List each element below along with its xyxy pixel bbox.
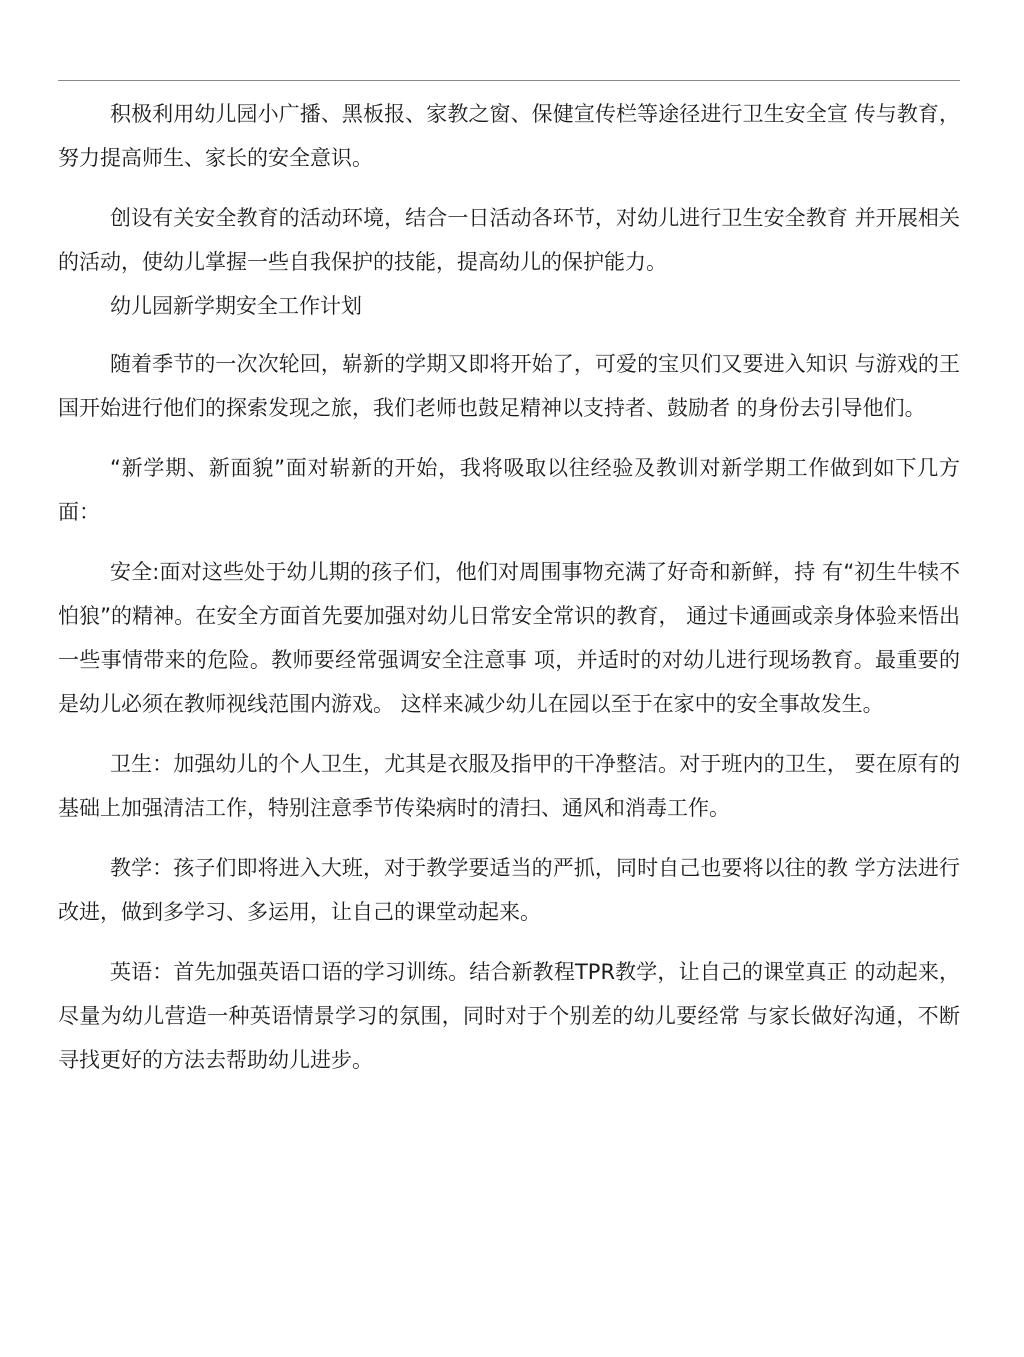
- paragraph-publicity: 积极利用幼儿园小广播、黑板报、家教之窗、保健宣传栏等途径进行卫生安全宣 传与教育，努力提高师生、家长的安全意识。: [58, 102, 960, 170]
- paragraph-safety: 安全:面对这些处于幼儿期的孩子们，他们对周围事物充满了好奇和新鲜，持 有“初生牛犊不怕狼”的精神。在安全方面首先要加强对幼儿日常安全常识的教育， 通过卡通画或亲身体验来悟出一些事情带来的危险。教师要经常强调安全注意事 项，并适时的对幼儿进行现场教育。最重要的是幼儿必须在教师视线范围内游戏。 这样来减少幼儿在园以至于在家中的安全事故发生。: [58, 560, 960, 716]
- section-title: 幼儿园新学期安全工作计划: [110, 294, 362, 318]
- paragraph-intro: 随着季节的一次次轮回，崭新的学期又即将开始了，可爱的宝贝们又要进入知识 与游戏的王国开始进行他们的探索发现之旅，我们老师也鼓足精神以支持者、鼓励者 的身份去引导他们。: [58, 352, 960, 420]
- paragraph-teaching: 教学：孩子们即将进入大班，对于教学要适当的严抓，同时自己也要将以往的教 学方法进行改进，做到多学习、多运用，让自己的课堂动起来。: [58, 856, 960, 924]
- paragraph-english: 英语：首先加强英语口语的学习训练。结合新教程TPR教学，让自己的课堂真正 的动起来，尽量为幼儿营造一种英语情景学习的氛围，同时对于个别差的幼儿要经常 与家长做好沟通，不断寻找更好的方法去帮助幼儿进步。: [58, 960, 960, 1072]
- paragraph-new-term: “新学期、新面貌”面对崭新的开始，我将吸取以往经验及教训对新学期工作做到如下几方面：: [58, 456, 960, 524]
- paragraph-hygiene: 卫生：加强幼儿的个人卫生，尤其是衣服及指甲的干净整洁。对于班内的卫生， 要在原有的基础上加强清洁工作，特别注意季节传染病时的清扫、通风和消毒工作。: [58, 752, 960, 820]
- document-body: [58, 92, 960, 1082]
- header-rule: [58, 80, 960, 81]
- paragraph-environment: 创设有关安全教育的活动环境，结合一日活动各环节，对幼儿进行卫生安全教育 并开展相关的活动，使幼儿掌握一些自我保护的技能，提高幼儿的保护能力。: [58, 206, 960, 274]
